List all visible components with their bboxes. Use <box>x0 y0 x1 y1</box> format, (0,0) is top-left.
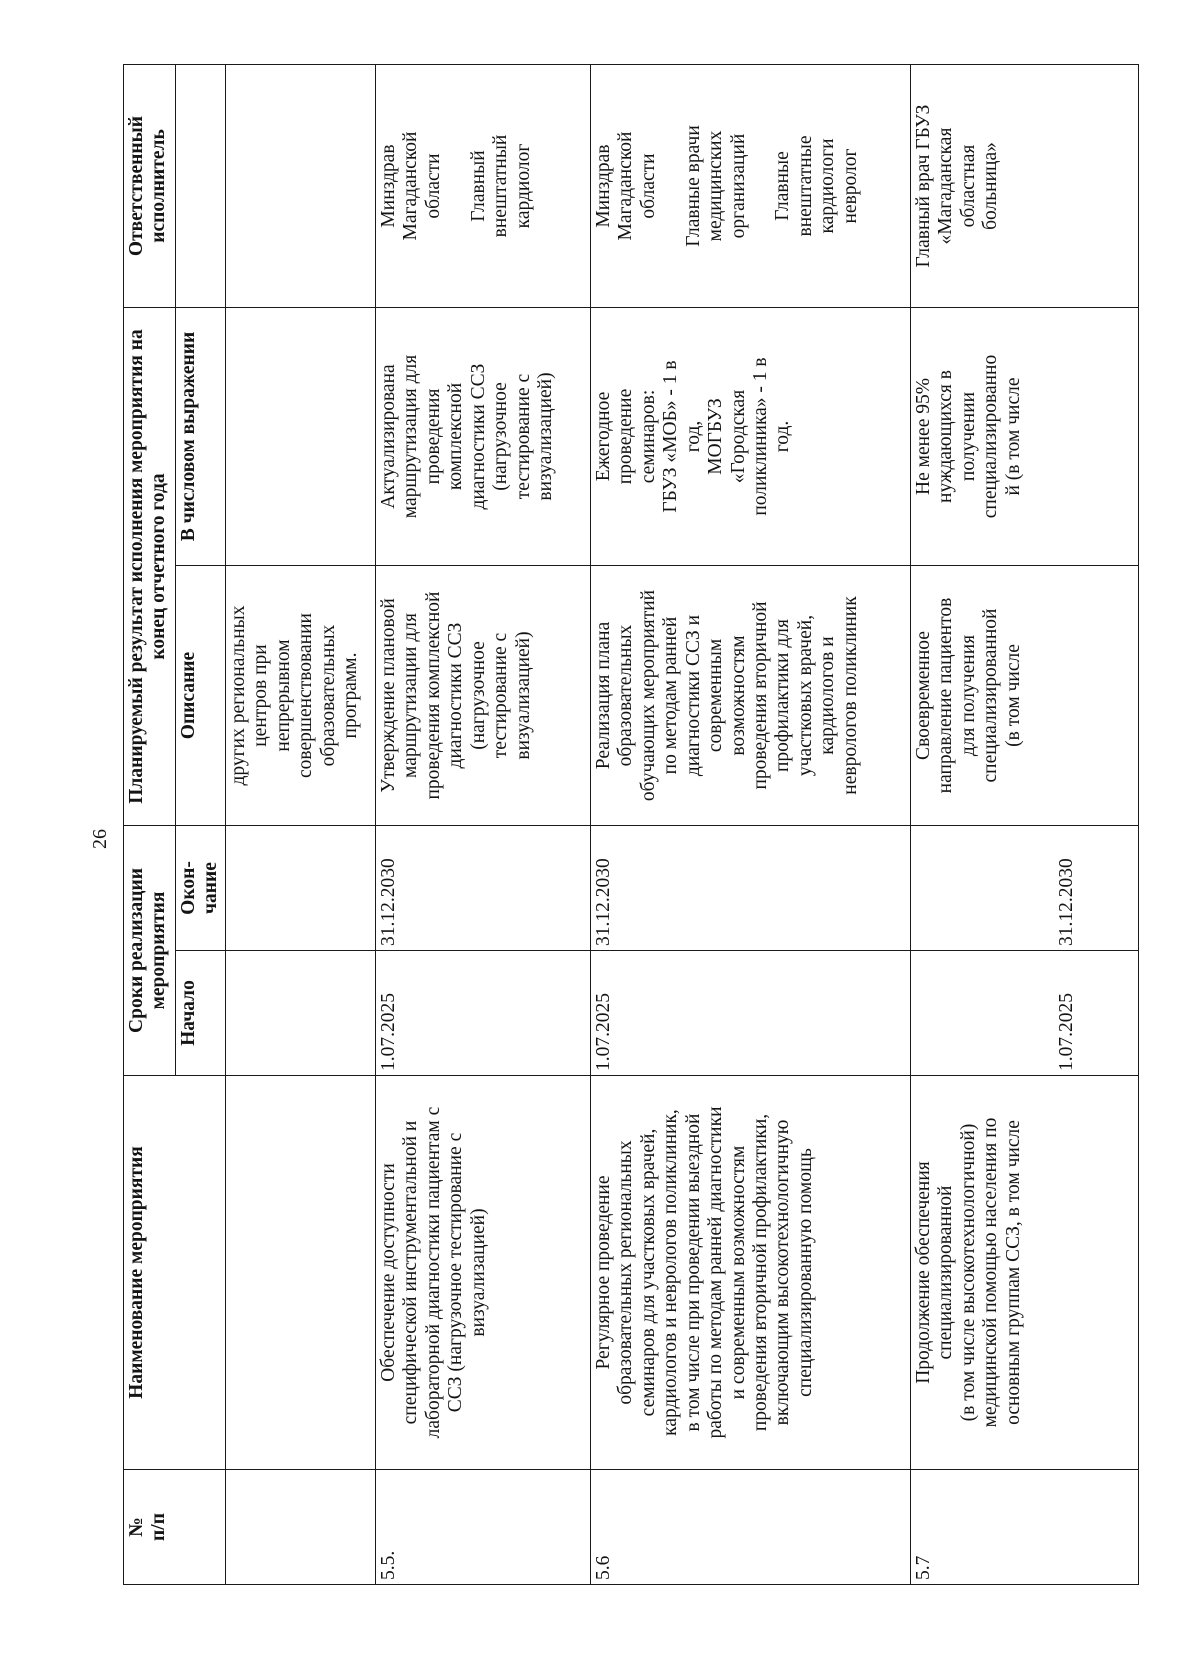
row-numeric: Актуализирована маршрутизация для проведения комплексной диагностики ССЗ (нагрузочное тестирование с визуализацией) <box>376 308 591 566</box>
header-name: Наименование мероприятия <box>124 1076 226 1470</box>
row-description: других региональных центров при непрерывном совершенствовании образовательных программ. <box>226 566 376 826</box>
table-row <box>376 65 591 1585</box>
row-start: 1.07.2025 <box>376 951 591 1076</box>
row-name: Продолжение обеспечения специализированной (в том числе высокотехнологичной) медицинской помощью населения по основным группам ССЗ, в том числе <box>911 1076 1139 1470</box>
header-dates: Сроки реализации мероприятия <box>124 826 176 1076</box>
row-description: Утверждение плановой маршрутизации для проведения комплексной диагностики ССЗ (нагрузочное тестирование с визуализацией) <box>376 566 591 826</box>
page-number: 26 <box>89 829 111 849</box>
row-name <box>226 1076 376 1470</box>
row-num <box>226 1470 376 1585</box>
row-responsible: Минздрав Магаданской области Главный внештатный кардиолог <box>376 65 591 308</box>
header-description: Описание <box>176 566 226 826</box>
row-name: Регулярное проведение образовательных региональных семинаров для участковых врачей, кардиологов и неврологов поликлиник, в том числе при проведении выездной работы по методам ранней диагностики и современным возможностям проведения вторичной профилактики, включающим высокотехнологичную специализированную помощь <box>591 1076 911 1470</box>
row-numeric: Не менее 95% нуждающихся в получении специализированно й (в том числе <box>911 308 1139 566</box>
row-end <box>226 826 376 951</box>
row-name: Обеспечение доступности специфической инструментальной и лабораторной диагностики пациентам с ССЗ (нагрузочное тестирование с визуализацией) <box>376 1076 591 1470</box>
table-row <box>226 65 376 1585</box>
table-row <box>911 65 1139 1585</box>
header-responsible-sub <box>176 65 226 308</box>
header-numeric: В числовом выражении <box>176 308 226 566</box>
table-row <box>591 65 911 1585</box>
row-responsible <box>226 65 376 308</box>
row-responsible: Главный врач ГБУЗ «Магаданская областная больница» <box>911 65 1139 308</box>
row-responsible: Минздрав Магаданской области Главные врачи медицинских организаций Главные внештатные кардиологи невролог <box>591 65 911 308</box>
rotated-table-container <box>123 65 1138 1585</box>
row-numeric: Ежегодное проведение семинаров: ГБУЗ «МОБ» - 1 в год, МОГБУЗ «Городская поликлиника» - 1 в год. <box>591 308 911 566</box>
header-responsible: Ответственный исполнитель <box>124 65 176 308</box>
row-end: 31.12.2030 <box>376 826 591 951</box>
row-start: 1.07.2025 <box>911 951 1139 1076</box>
row-description: Своевременное направление пациентов для получения специализированной (в том числе <box>911 566 1139 826</box>
row-num: 5.6 <box>591 1470 911 1585</box>
row-start <box>226 951 376 1076</box>
row-start: 1.07.2025 <box>591 951 911 1076</box>
header-start: Начало <box>176 951 226 1076</box>
header-end: Окон- чание <box>176 826 226 951</box>
row-end: 31.12.2030 <box>591 826 911 951</box>
header-result: Планируемый результат исполнения мероприятия на конец отчетного года <box>124 308 176 826</box>
row-num: 5.7 <box>911 1470 1139 1585</box>
measures-table <box>123 64 1139 1585</box>
row-description: Реализация плана образовательных обучающих мероприятий по методам ранней диагностики ССЗ и современным возможностям проведения вторичной профилактики для участковых врачей, кардиологов и неврологов поликлиник <box>591 566 911 826</box>
row-num: 5.5. <box>376 1470 591 1585</box>
header-num: № п/п <box>124 1470 226 1585</box>
row-numeric <box>226 308 376 566</box>
row-end: 31.12.2030 <box>911 826 1139 951</box>
